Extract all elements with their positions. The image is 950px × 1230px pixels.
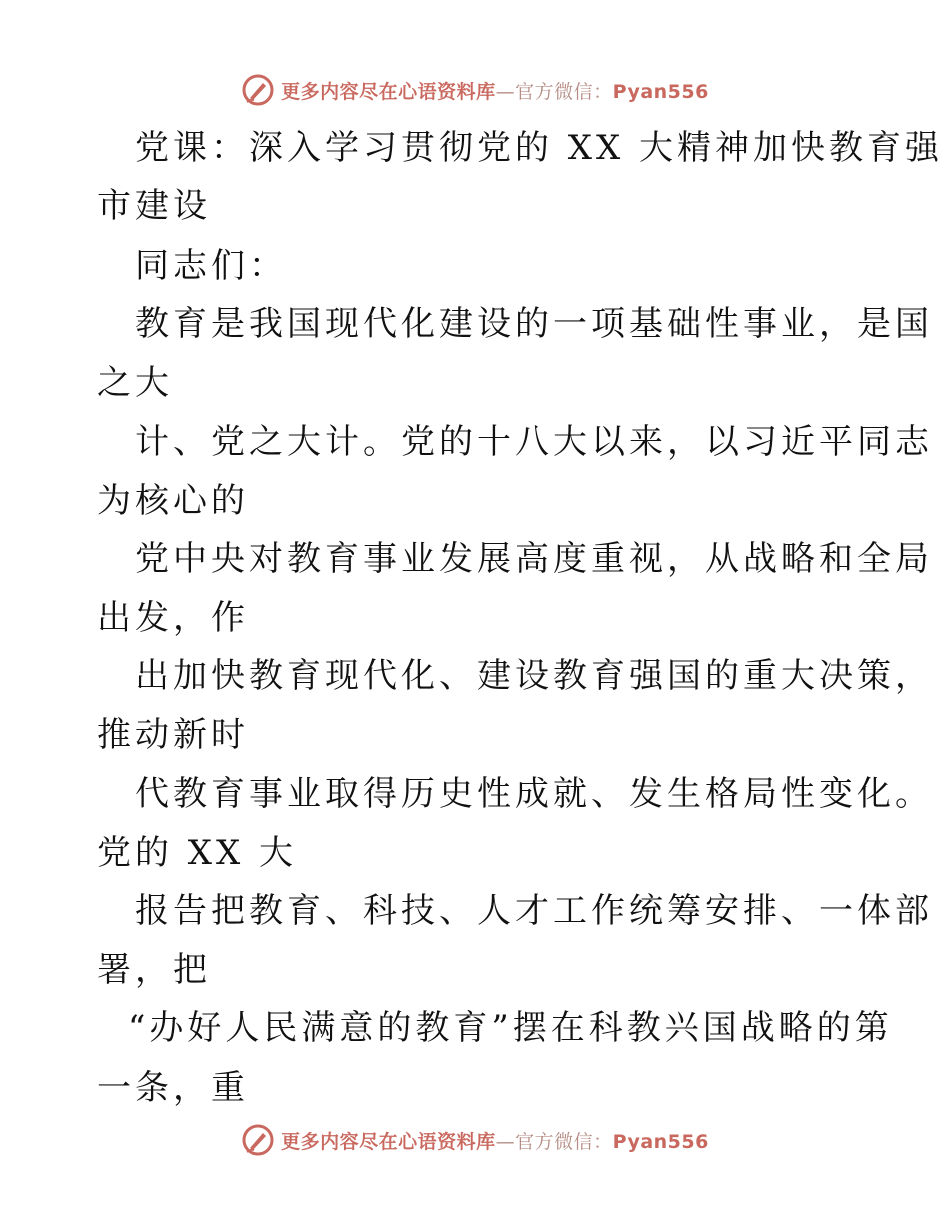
paragraph-line: 教育是我国现代化建设的一项基础性事业，是国: [135, 304, 933, 344]
watermark-dash: —: [495, 1130, 516, 1153]
footer-watermark-banner: [0, 1120, 950, 1160]
pen-circle-logo-icon: [241, 73, 275, 107]
paragraph-line: 为核心的: [97, 481, 249, 521]
paragraph-line: 党的 XX 大: [97, 833, 298, 873]
paragraph-line: 出发，作: [97, 598, 249, 638]
paragraph-line: 报告把教育、科技、人才工作统筹安排、一体部: [135, 891, 933, 931]
document-title-line-2: 市建设: [97, 186, 211, 226]
salutation: 同志们：: [135, 246, 287, 286]
paragraph-line: 署，把: [97, 950, 211, 990]
header-watermark-banner: [0, 70, 950, 110]
watermark-label: 官方微信：: [515, 1130, 613, 1153]
paragraph-line: 推动新时: [97, 715, 249, 755]
paragraph-line: 出加快教育现代化、建设教育强国的重大决策，: [135, 656, 933, 696]
watermark-dash: —: [495, 80, 516, 103]
paragraph-line: 代教育事业取得历史性成就、发生格局性变化。: [135, 774, 933, 814]
watermark-text: [281, 77, 709, 104]
watermark-label: 官方微信：: [515, 80, 613, 103]
watermark-contact: Pyan556: [612, 1130, 709, 1153]
paragraph-line: 之大: [97, 363, 173, 403]
watermark-text: [281, 1127, 709, 1154]
watermark-brand: 更多内容尽在心语资料库: [281, 80, 496, 103]
paragraph-line: 党中央对教育事业发展高度重视，从战略和全局: [135, 539, 933, 579]
paragraph-line: “办好人民满意的教育”摆在科教兴国战略的第: [128, 1008, 893, 1048]
pen-circle-logo-icon: [241, 1123, 275, 1157]
document-title-line-1: 党课：深入学习贯彻党的 XX 大精神加快教育强: [135, 128, 944, 168]
watermark-contact: Pyan556: [612, 80, 709, 103]
watermark-brand: 更多内容尽在心语资料库: [281, 1130, 496, 1153]
paragraph-line: 计、党之大计。党的十八大以来，以习近平同志: [135, 422, 933, 462]
paragraph-line: 一条，重: [97, 1068, 249, 1108]
